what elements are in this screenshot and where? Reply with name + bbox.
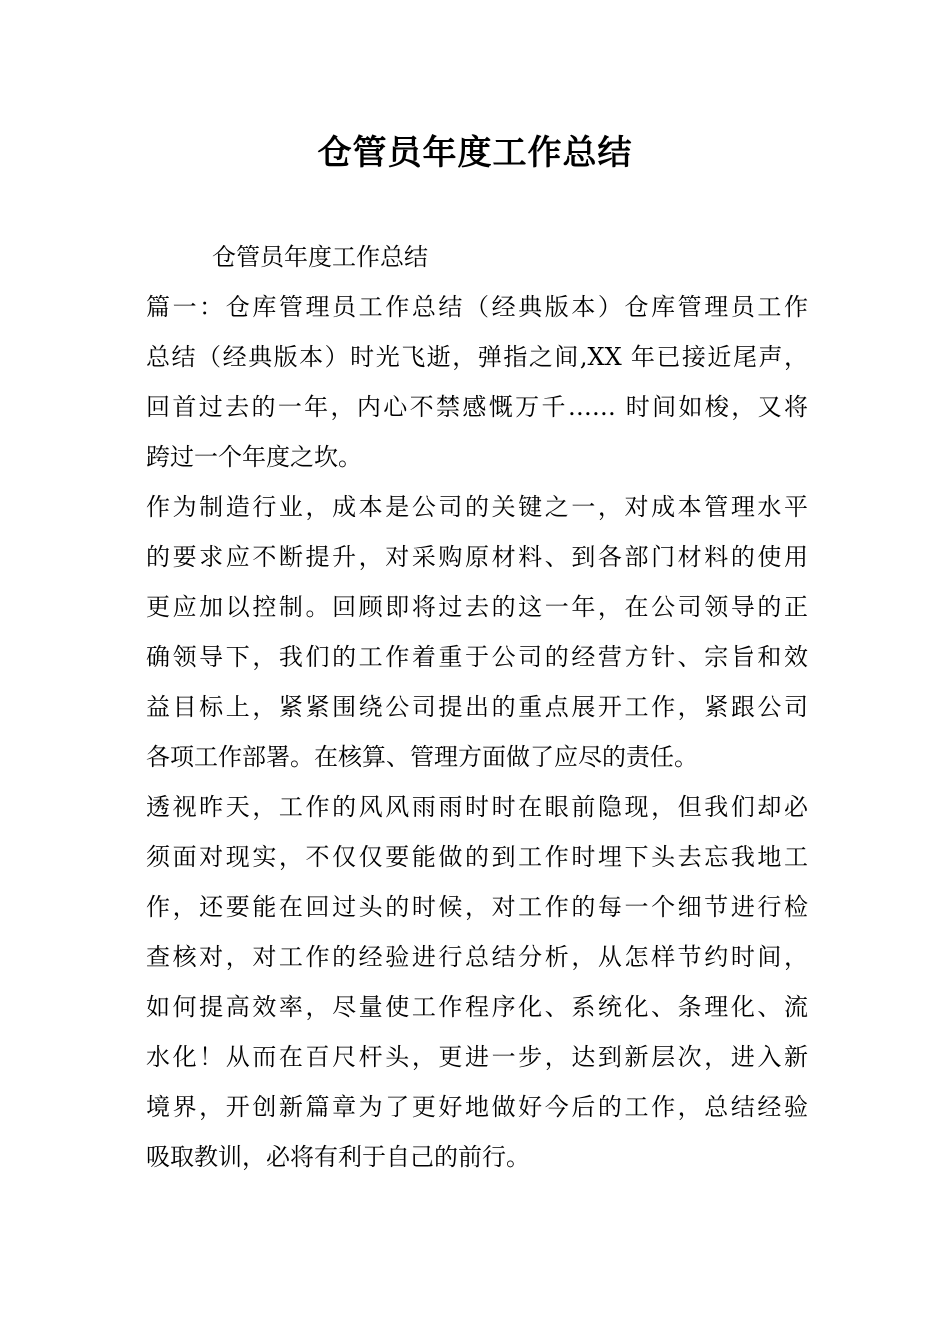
text-line: 透视昨天，工作的风风雨雨时时在眼前隐现，但我们却必 bbox=[146, 793, 808, 821]
text-line: 作为制造行业，成本是公司的关键之一，对成本管理水平 bbox=[146, 493, 808, 521]
text-line: 查核对，对工作的经验进行总结分析，从怎样节约时间， bbox=[146, 943, 808, 971]
document-body bbox=[146, 232, 808, 1182]
text-line: 作，还要能在回过头的时候，对工作的每一个细节进行检 bbox=[146, 893, 808, 921]
text-line: 回首过去的一年，内心不禁感慨万千…… 时间如梭，又将 bbox=[146, 393, 808, 421]
text-line: 如何提高效率，尽量使工作程序化、系统化、条理化、流 bbox=[146, 993, 808, 1021]
text-line: 水化！从而在百尺杆头，更进一步，达到新层次，进入新 bbox=[146, 1043, 808, 1071]
text-line: 的要求应不断提升，对采购原材料、到各部门材料的使用 bbox=[146, 543, 808, 571]
text-line: 总结（经典版本）时光飞逝，弹指之间,XX 年已接近尾声， bbox=[146, 343, 808, 371]
text-line: 跨过一个年度之坎。 bbox=[146, 443, 362, 471]
text-line: 吸取教训，必将有利于自己的前行。 bbox=[146, 1143, 530, 1171]
document-title: 仓管员年度工作总结 bbox=[317, 133, 633, 173]
text-line: 各项工作部署。在核算、管理方面做了应尽的责任。 bbox=[146, 743, 698, 771]
text-line: 篇一：仓库管理员工作总结（经典版本）仓库管理员工作 bbox=[146, 293, 808, 321]
text-line: 须面对现实，不仅仅要能做的到工作时埋下头去忘我地工 bbox=[146, 843, 808, 871]
text-line: 益目标上，紧紧围绕公司提出的重点展开工作，紧跟公司 bbox=[146, 693, 808, 721]
text-line: 境界，开创新篇章为了更好地做好今后的工作，总结经验 bbox=[146, 1093, 808, 1121]
text-line: 确领导下，我们的工作着重于公司的经营方针、宗旨和效 bbox=[146, 643, 808, 671]
subtitle-line: 仓管员年度工作总结 bbox=[212, 243, 428, 271]
text-line: 更应加以控制。回顾即将过去的这一年，在公司领导的正 bbox=[146, 593, 808, 621]
